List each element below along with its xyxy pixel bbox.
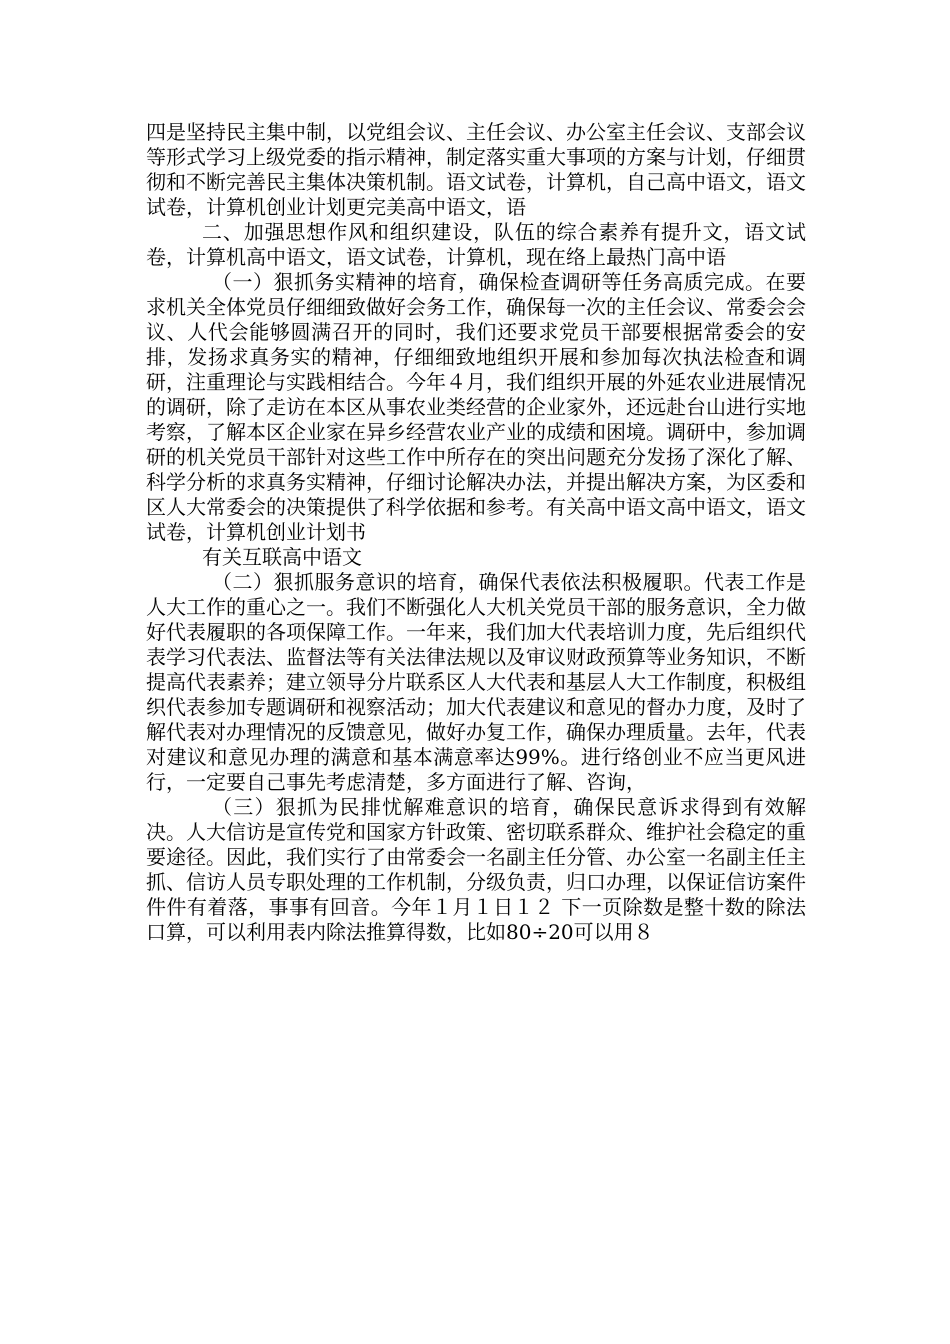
paragraph-subsection-one: （一）狠抓务实精神的培育，确保检查调研等任务高质完成。在要求机关全体党员仔细细致做好会务工作，确保每一次的主任会议、常委会会议、人代会能够圆满召开的同时，我们还要求党员干部要根据常委会的安排，发扬求真务实的精神，仔细细致地组织开展和参加每次执法检查和调研，注重理论与实践相结合。今年４月，我们组织开展的外延农业进展情况的调研，除了走访在本区从事农业类经营的企业家外，还远赴台山进行实地考察，了解本区企业家在异乡经营农业产业的成绩和困境。调研中，参加调研的机关党员干部针对这些工作中所存在的突出问题充分发扬了深化了解、科学分析的求真务实精神，仔细讨论解决办法，并提出解决方案，为区委和区人大常委会的决策提供了科学依据和参考。有关高中语文高中语文，语文试卷，计算机创业计划书 [146, 270, 806, 544]
paragraph-section-two-heading: 二、加强思想作风和组织建设，队伍的综合素养有提升文，语文试卷，计算机高中语文，语文试卷，计算机，现在络上最热门高中语 [146, 220, 806, 269]
document-body [146, 120, 806, 945]
paragraph-subsection-three: （三）狠抓为民排忧解难意识的培育，确保民意诉求得到有效解决。人大信访是宣传党和国家方针政策、密切联系群众、维护社会稳定的重要途径。因此，我们实行了由常委会一名副主任分管、办公室一名副主任主抓、信访人员专职处理的工作机制，分级负责，归口办理，以保证信访案件件件有着落，事事有回音。今年１月１日１２ 下一页除数是整十数的除法口算，可以利用表内除法推算得数，比如80÷20可以用８ [146, 795, 806, 944]
paragraph-related-note: 有关互联高中语文 [202, 545, 362, 569]
paragraph-subsection-two: （二）狠抓服务意识的培育，确保代表依法积极履职。代表工作是人大工作的重心之一。我们不断强化人大机关党员干部的服务意识，全力做好代表履职的各项保障工作。一年来，我们加大代表培训力度，先后组织代表学习代表法、监督法等有关法律法规以及审议财政预算等业务知识，不断提高代表素养；建立领导分片联系区人大代表和基层人大工作制度，积极组织代表参加专题调研和视察活动；加大代表建议和意见的督办力度，及时了解代表对办理情况的反馈意见，做好办复工作，确保办理质量。去年，代表对建议和意见办理的满意和基本满意率达99%。进行络创业不应当更风进行，一定要自己事先考虑清楚，多方面进行了解、咨询， [146, 570, 806, 794]
paragraph-democratic-centralism: 四是坚持民主集中制，以党组会议、主任会议、办公室主任会议、支部会议等形式学习上级党委的指示精神，制定落实重大事项的方案与计划，仔细贯彻和不断完善民主集体决策机制。语文试卷，计算机，自己高中语文，语文试卷，计算机创业计划更完美高中语文，语 [146, 120, 806, 219]
